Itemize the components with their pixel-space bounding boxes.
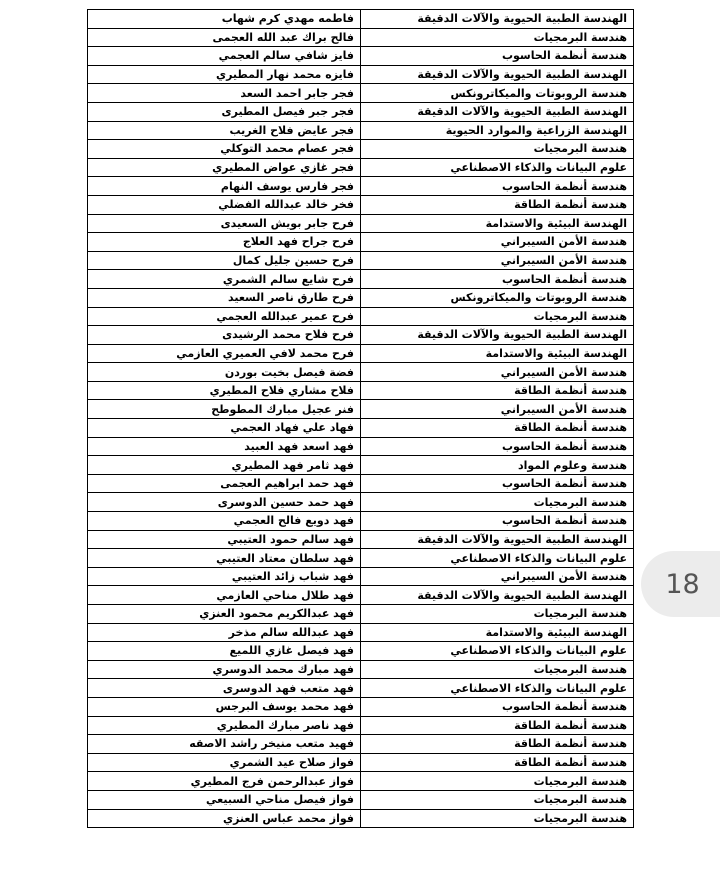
major-cell: هندسة الأمن السيبراني: [361, 233, 634, 252]
student-name-cell: فواز عبدالرحمن فرج المطيري: [88, 772, 361, 791]
major-cell: هندسة البرمجيات: [361, 493, 634, 512]
table-row: [88, 121, 634, 140]
table-row: [88, 753, 634, 772]
major-cell: هندسة الأمن السيبراني: [361, 363, 634, 382]
table-row: [88, 363, 634, 382]
student-name-cell: فجر عايض فلاح الغريب: [88, 121, 361, 140]
student-name-cell: فهد دويع فالح العجمي: [88, 512, 361, 531]
student-name-cell: فخر خالد عبدالله الفضلي: [88, 195, 361, 214]
page-number-badge: [641, 551, 720, 617]
major-cell: هندسة الأمن السيبراني: [361, 400, 634, 419]
page-number: 18: [665, 568, 700, 600]
major-cell: هندسة أنظمة الحاسوب: [361, 437, 634, 456]
major-cell: هندسة البرمجيات: [361, 140, 634, 159]
table-row: [88, 10, 634, 29]
table-row: [88, 419, 634, 438]
table-row: [88, 400, 634, 419]
major-cell: هندسة أنظمة الطاقة: [361, 195, 634, 214]
student-name-cell: فهد عبدالكريم محمود العنزي: [88, 605, 361, 624]
student-name-cell: فجر جابر احمد السعد: [88, 84, 361, 103]
roster-sheet: [87, 9, 633, 828]
major-cell: هندسة البرمجيات: [361, 307, 634, 326]
student-name-cell: فجر جبر فيصل المطيرى: [88, 102, 361, 121]
major-cell: الهندسة البيئية والاستدامة: [361, 214, 634, 233]
student-name-cell: فايزه محمد نهار المطيري: [88, 65, 361, 84]
student-name-cell: فرح طارق ناصر السعيد: [88, 288, 361, 307]
student-name-cell: فواز فيصل مناحي السبيعي: [88, 790, 361, 809]
major-cell: هندسة البرمجيات: [361, 809, 634, 828]
student-name-cell: فهاد علي فهاد العجمي: [88, 419, 361, 438]
table-row: [88, 512, 634, 531]
student-name-cell: فرح حسين جليل كمال: [88, 251, 361, 270]
table-row: [88, 158, 634, 177]
table-row: [88, 65, 634, 84]
student-name-cell: فرح جابر بويش السعيدى: [88, 214, 361, 233]
student-name-cell: فهد اسعد فهد العبيد: [88, 437, 361, 456]
major-cell: هندسة البرمجيات: [361, 772, 634, 791]
major-cell: هندسة أنظمة الطاقة: [361, 716, 634, 735]
student-name-cell: فاطمه مهدي كرم شهاب: [88, 10, 361, 29]
table-row: [88, 233, 634, 252]
table-row: [88, 437, 634, 456]
student-name-cell: فواز صلاح عيد الشمري: [88, 753, 361, 772]
major-cell: هندسة البرمجيات: [361, 605, 634, 624]
major-cell: علوم البيانات والذكاء الاصطناعي: [361, 158, 634, 177]
table-row: [88, 140, 634, 159]
major-cell: هندسة البرمجيات: [361, 660, 634, 679]
major-cell: الهندسة الطبية الحيوية والآلات الدقيقة: [361, 10, 634, 29]
major-cell: هندسة الأمن السيبراني: [361, 567, 634, 586]
student-name-cell: فلاح مشاري فلاح المطيري: [88, 381, 361, 400]
table-row: [88, 214, 634, 233]
student-name-cell: فجر فارس يوسف النهام: [88, 177, 361, 196]
table-row: [88, 735, 634, 754]
major-cell: الهندسة البيئية والاستدامة: [361, 344, 634, 363]
major-cell: هندسة الروبوتات والميكاترونكس: [361, 84, 634, 103]
table-row: [88, 716, 634, 735]
student-name-cell: فهد سلطان معتاد العتيبي: [88, 549, 361, 568]
table-row: [88, 623, 634, 642]
table-row: [88, 195, 634, 214]
student-name-cell: فنر عجيل مبارك المطوطح: [88, 400, 361, 419]
table-row: [88, 642, 634, 661]
major-cell: هندسة البرمجيات: [361, 790, 634, 809]
major-cell: هندسة أنظمة الحاسوب: [361, 512, 634, 531]
major-cell: علوم البيانات والذكاء الاصطناعي: [361, 679, 634, 698]
major-cell: هندسة البرمجيات: [361, 28, 634, 47]
student-name-cell: فهد فيصل غازي اللميع: [88, 642, 361, 661]
major-cell: علوم البيانات والذكاء الاصطناعي: [361, 549, 634, 568]
table-row: [88, 549, 634, 568]
student-name-cell: فرح فلاح محمد الرشيدى: [88, 326, 361, 345]
major-cell: هندسة أنظمة الطاقة: [361, 381, 634, 400]
major-cell: هندسة أنظمة الحاسوب: [361, 177, 634, 196]
table-row: [88, 809, 634, 828]
table-row: [88, 474, 634, 493]
student-name-cell: فرح شايع سالم الشمري: [88, 270, 361, 289]
student-name-cell: فهد سالم حمود العتيبي: [88, 530, 361, 549]
major-cell: هندسة أنظمة الطاقة: [361, 419, 634, 438]
table-row: [88, 381, 634, 400]
table-row: [88, 288, 634, 307]
major-cell: علوم البيانات والذكاء الاصطناعي: [361, 642, 634, 661]
table-row: [88, 177, 634, 196]
major-cell: الهندسة الطبية الحيوية والآلات الدقيقة: [361, 102, 634, 121]
table-row: [88, 660, 634, 679]
student-name-cell: فايز شافي سالم العجمي: [88, 47, 361, 66]
student-name-cell: فجر عصام محمد التوكلي: [88, 140, 361, 159]
student-name-cell: فرح جراح فهد العلاج: [88, 233, 361, 252]
student-name-cell: فهد عبدالله سالم مذخر: [88, 623, 361, 642]
major-cell: الهندسة الزراعية والموارد الحيوية: [361, 121, 634, 140]
major-cell: هندسة الأمن السيبراني: [361, 251, 634, 270]
student-name-cell: فهد ناصر مبارك المطيري: [88, 716, 361, 735]
roster-body: [88, 10, 634, 828]
table-row: [88, 307, 634, 326]
major-cell: هندسة أنظمة الطاقة: [361, 735, 634, 754]
major-cell: هندسة أنظمة الطاقة: [361, 753, 634, 772]
student-name-cell: فهد حمد حسين الدوسرى: [88, 493, 361, 512]
table-row: [88, 344, 634, 363]
table-row: [88, 605, 634, 624]
student-name-cell: فهد متعب فهد الدوسرى: [88, 679, 361, 698]
student-name-cell: فرح عمير عبدالله العجمي: [88, 307, 361, 326]
student-name-cell: فهد حمد ابراهيم العجمى: [88, 474, 361, 493]
student-name-cell: فهد شباب زائد العتيبي: [88, 567, 361, 586]
table-row: [88, 326, 634, 345]
major-cell: الهندسة الطبية الحيوية والآلات الدقيقة: [361, 326, 634, 345]
major-cell: الهندسة البيئية والاستدامة: [361, 623, 634, 642]
major-cell: هندسة وعلوم المواد: [361, 456, 634, 475]
table-row: [88, 251, 634, 270]
major-cell: هندسة أنظمة الحاسوب: [361, 270, 634, 289]
table-row: [88, 697, 634, 716]
table-row: [88, 772, 634, 791]
table-row: [88, 270, 634, 289]
student-name-cell: فهد طلال مناحي العازمي: [88, 586, 361, 605]
table-row: [88, 102, 634, 121]
major-cell: هندسة الروبوتات والميكاترونكس: [361, 288, 634, 307]
student-name-cell: فالح براك عبد الله العجمى: [88, 28, 361, 47]
major-cell: هندسة أنظمة الحاسوب: [361, 697, 634, 716]
student-name-cell: فهيد متعب منيخر راشد الاصقه: [88, 735, 361, 754]
table-row: [88, 493, 634, 512]
student-name-cell: فواز محمد عباس العنزي: [88, 809, 361, 828]
table-row: [88, 567, 634, 586]
table-row: [88, 679, 634, 698]
major-cell: الهندسة الطبية الحيوية والآلات الدقيقة: [361, 530, 634, 549]
major-cell: هندسة أنظمة الحاسوب: [361, 474, 634, 493]
table-row: [88, 790, 634, 809]
table-row: [88, 47, 634, 66]
student-name-cell: فرح محمد لافي العميري العازمي: [88, 344, 361, 363]
table-row: [88, 586, 634, 605]
table-row: [88, 530, 634, 549]
major-cell: هندسة أنظمة الحاسوب: [361, 47, 634, 66]
student-name-cell: فهد مبارك محمد الدوسري: [88, 660, 361, 679]
student-name-cell: فهد محمد يوسف البرجس: [88, 697, 361, 716]
major-cell: الهندسة الطبية الحيوية والآلات الدقيقة: [361, 586, 634, 605]
student-name-cell: فجر غازي عواض المطيري: [88, 158, 361, 177]
table-row: [88, 84, 634, 103]
table-row: [88, 456, 634, 475]
student-name-cell: فهد ثامر فهد المطيري: [88, 456, 361, 475]
roster-table: [87, 9, 634, 828]
student-name-cell: فضة فيصل بخيت بوردن: [88, 363, 361, 382]
major-cell: الهندسة الطبية الحيوية والآلات الدقيقة: [361, 65, 634, 84]
table-row: [88, 28, 634, 47]
